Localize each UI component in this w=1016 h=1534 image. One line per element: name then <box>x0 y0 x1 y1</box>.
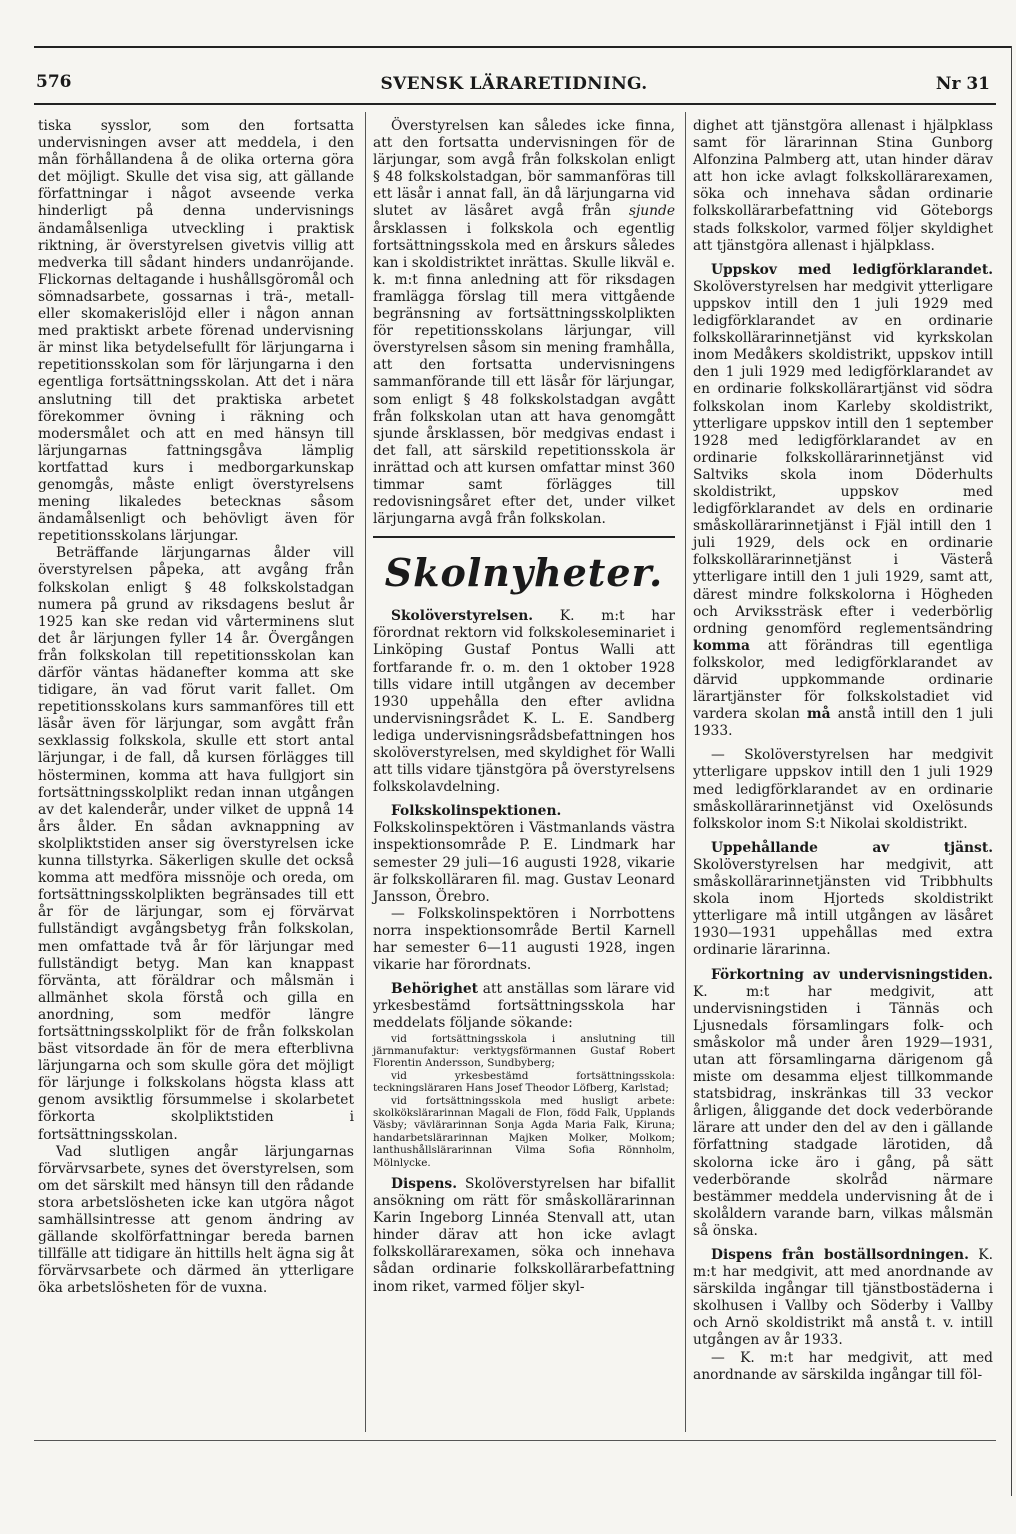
paragraph <box>373 118 675 528</box>
news-headline: Förkortning av undervisningstiden. <box>711 966 993 983</box>
paragraph: tiska sysslor, som den fortsatta undervisningen avser att meddela, i den mån förhållandena å de olika orterna göra det möjligt. Skulle det visa sig, att gällande författningar i något avseende verka hinderligt på denna undervisnings ändamålsenliga utveckling i praktisk riktning, är överstyrelsen givetvis villig att medverka till sådant hinders undanröjande. Flickornas deltagande i hushållsgöromål och sömnadsarbete, gossarnas i trä-, metall- eller skomakerislöjd eller i någon annan med praktiskt arbete förenad undervisning är minst lika betydelsefullt för lärjungarna i repetitionsskolan som för lärjungarna i den egentliga fortsättningsskolan. Att det i nära anslutning till det praktiska arbetet förekommer övning i räkning och modersmålet och att en med hänsyn till lärjungarnas fattningsgåva lämplig kortfattad kurs i medborgarkunskap genomgås, måste enligt överstyrelsens mening likaledes betecknas såsom ändamålsenligt och behövligt även för repetitionsskolans lärjungar. <box>38 118 354 545</box>
news-item <box>693 262 993 741</box>
news-headline: Skolöverstyrelsen. <box>391 608 534 625</box>
news-headline: Folkskolinspektionen. <box>391 803 562 820</box>
news-text: att förändras till egentliga folkskolor, med ledigförklarandet av därvid uppkommande ordinarie lärartjänster för folkskolstadiet vid vardera skolan <box>693 637 993 723</box>
header-rule <box>34 103 996 105</box>
news-item <box>373 1176 675 1296</box>
news-text: Skolöverstyrelsen har bifallit ansökning om rätt för småskollärarinnan Karin Ingeborg Linnéa Stenvall att, utan hinder därav att hon icke avlagt folkskollärarexamen, söka och innehava sådan ordinarie folkskollärarbefattning inom riket, varmed följer skyl- <box>373 1175 675 1295</box>
news-item <box>693 840 993 960</box>
news-item <box>373 803 675 906</box>
news-item: — K. m:t har medgivit, att med anordnande av särskilda ingångar till föl- <box>693 1349 993 1383</box>
news-headline: Behörighet <box>391 981 479 998</box>
news-item <box>693 1247 993 1350</box>
issue-number: Nr 31 <box>935 74 990 94</box>
news-text: anstå intill den 1 juli 1933. <box>693 706 993 740</box>
emphasis: sjunde <box>628 203 675 220</box>
top-rule <box>34 46 1012 48</box>
paragraph: dighet att tjänstgöra allenast i hjälpklass samt för lärarinnan Stina Gunborg Alfonzina Palmberg att, utan hinder därav att hon icke avlagt folkskollärarexamen, söka och innehava sådan ordinarie folkskollärarbefattning vid Göteborgs stads folkskolor, varmed följer skyldighet att tjänstgöra allenast i hjälpklass. <box>693 118 993 254</box>
paragraph: Beträffande lärjungarnas ålder vill överstyrelsen påpeka, att avgång från folkskolan enligt § 48 folkskolstadgan numera på grund av riksdagens beslut år 1925 kan ske redan vid vårterminens slut det år lärjungen fyller 14 år. Övergången från folkskolan till repetitionsskolan kan därför väntas hädanefter komma att ske tidigare, än vad förut varit fallet. Om repetitionsskolans kurs sammanföres till ett läsår även för lärjungar, som avgått från sexklassig folkskola, skulle ett stort antal lärjungar, i de fall, då kursen förlägges till hösterminen, komma att hava fullgjort sin fortsättningsskolplikt redan innan utgången av det kalenderår, under vilket de uppnå 14 års ålder. En sådan avknappning av skolpliktstiden anser sig överstyrelsen icke kunna tillstyrka. Säkerligen skulle det också komma att medföra missnöje och oreda, om fortsättningsskolplikten begränsades till ett år för de lärjungar, som ej förvärvat fullständigt avgångsbetyg från folkskolan, men omfattade två år för lärjungar med fullständigt betyg. Man kan knappast förvänta, att föräldrar och målsmän i allmänhet skola förstå och gilla en anordning, som medför längre fortsättningsskolplikt för de från folkskolan bäst vitsordade än för de mera efterblivna lärjungarna och som skulle göra det möjligt för lärjunge i folkskolans högsta klass att genom avsiktlig försummelse i skolarbetet förkorta skolpliktstiden i fortsättningsskolan. <box>38 545 354 1143</box>
paragraph: Vad slutligen angår lärjungarnas förvärvsarbete, synes det överstyrelsen, som om det särskilt med hänsyn till den rådande stora arbetslösheten icke kan utgöra något samhällsintresse att genom ändring av gällande skolförfattningar bereda barnen tillfälle att tidigare än hittills helt ägna sig åt förvärvsarbete och därmed än ytterligare öka arbetslösheten för de vuxna. <box>38 1143 354 1297</box>
text-run: årsklassen i folkskola och egentlig fortsättningsskola med en årskurs således kan i skoldistriktet inrättas. Skulle likväl e. k. m:t finna anledning att för riksdagen framlägga förslag till mera vittgående begränsning av fortsättningsskolplikten för repetitionsskolans lärjungar, vill överstyrelsen såsom sin mening framhålla, att den fortsatta undervisningens sammanförande till ett läsår för lärjungar, som enligt § 48 folkskolstadgan avgått från folkskolan utan att hava genomgått sjunde årsklassen, bör medgivas endast i det fall, att särskild repetitionsskola är inrättad och att kursen omfattar minst 360 timmar samt förlägges till redovisningsåret efter det, under vilket lärjungarna avgå från folkskolan. <box>373 220 675 528</box>
emphasis: komma <box>693 637 750 654</box>
news-text: Skolöverstyrelsen har medgivit ytterligare uppskov intill den 1 juli 1929 med ledigförklarandet av en ordinarie folkskollärarinnetjänst vid kyrkskolan inom Medåkers skoldistrikt, uppskov intill den 1 juli 1929 med ledigförklarandet av en ordinarie folkskollärartjänst vid södra folkskolan inom Karleby skoldistrikt, ytterligare uppskov intill den 1 september 1928 med ledigförklarandet av en ordinarie folkskollärarinnetjänst vid Saltviks skola inom Döderhults skoldistrikt, uppskov med ledigförklarandet av dels en ordinarie småskollärarinnetjänst i Fjäl intill den 1 juli 1929, dels ock en ordinarie folkskollärarinnetjänst i Västerå ytterligare intill den 1 juli 1929, samt att, därest mindre folkskolorna i Högheden och Arvikssträsk efter i vederbörlig ordning genomförd reglementsändring <box>693 278 993 637</box>
column-2 <box>373 118 675 1296</box>
news-headline: Uppehållande av tjänst. <box>711 839 993 856</box>
column-1 <box>38 118 354 1297</box>
small-print: vid fortsättningsskola med husligt arbete: skolkökslärarinnan Magali de Flon, född Falk, Upplands Väsby; vävlärarinnan Sonja Agda Maria Falk, Kiruna; handarbetslärarinnan Majken Molker, Molkom; lanthushållslärarinnan Vilma Sofia Rönnholm, Mölnlycke. <box>373 1094 675 1169</box>
section-rule <box>373 536 675 538</box>
column-3 <box>693 118 993 1384</box>
column-divider <box>365 112 366 1432</box>
news-text: att anställas som lärare vid yrkesbestämd fortsättningsskola har meddelats följande sökande: <box>373 981 675 1032</box>
page-header <box>34 72 994 100</box>
news-item: — Skolöverstyrelsen har medgivit ytterligare uppskov intill den 1 juli 1929 med ledigförklarandet av en ordinarie småskollärarinnetjänst vid Oxelösunds folkskolor inom S:t Nikolai skoldistrikt. <box>693 747 993 832</box>
news-text: K. m:t har förordnat rektorn vid folkskoleseminariet i Linköping Gustaf Pontus Walli att fortfarande fr. o. m. den 1 oktober 1928 tills vidare intill utgången av december 1930 uppehålla den efter avlidna undervisningsrådet K. L. E. Sandberg lediga undervisningsrådsbefattningen hos skolöverstyrelsen, med skyldighet för Walli att tills vidare tjänstgöra på överstyrelsens folkskolavdelning. <box>373 608 675 796</box>
news-headline: Uppskov med ledigförklarandet. <box>711 261 993 278</box>
news-item <box>373 608 675 796</box>
emphasis: må <box>807 706 831 723</box>
news-text: K. m:t har medgivit, att undervisningstiden i Tännäs och Ljusnedals församlingars folk- och småskolor må under åren 1929—1931, utan att församlingarna därigenom gå miste om desamma eljest tillkommande statsbidrag, inskränkas till 33 veckor årligen, åliggande det dock vederbörande lärare att under den del av den i gällande författning stadgade lärotiden, då skolorna icke äro i gång, på sätt vederbörande skolråd närmare bestämmer meddela undervisning åt de i skolåldern varande barn, vilkas målsmän så önska. <box>693 983 993 1239</box>
text-run: Överstyrelsen kan således icke finna, att den fortsatta undervisningen för de lärjungar, som avgå från folkskolan enligt § 48 folkskolstadgan, bör sammanföras till ett läsår i annat fall, än då lärjungarna vid slutet av läsåret avgå från <box>373 118 675 220</box>
small-print: vid yrkesbestämd fortsättningsskola: teckningsläraren Hans Josef Theodor Löfberg, Karlstad; <box>373 1069 675 1095</box>
page-edge-line <box>1011 46 1012 1496</box>
publication-title: SVENSK LÄRARETIDNING. <box>380 74 648 94</box>
column-divider <box>685 112 686 1432</box>
page-number: 576 <box>36 72 72 92</box>
news-text: K. m:t har medgivit, att med anordnande av särskilda ingångar till tjänstbostäderna i skolhusen i Vallby och Söderby i Vallby och Arnö skoldistrikt må anstå t. v. intill utgången av år 1933. <box>693 1247 993 1349</box>
news-headline: Dispens. <box>391 1175 458 1192</box>
bottom-rule <box>34 1440 996 1441</box>
news-text: Skolöverstyrelsen har medgivit, att småskollärarinnetjänsten vid Tribbhults skola inom Hjorteds skoldistrikt ytterligare må intill utgången av läsåret 1930—1931 uppehållas med extra ordinarie lärarinna. <box>693 856 993 959</box>
news-item <box>373 981 675 1032</box>
small-print: vid fortsättningsskola i anslutning till järnmanufaktur: verktygsförmannen Gustaf Robert Florentin Andersson, Sundbyberg; <box>373 1032 675 1070</box>
news-item: — Folkskolinspektören i Norrbottens norra inspektionsområde Bertil Karnell har semester 6—11 augusti 1928, ingen vikarie har förordnats. <box>373 905 675 974</box>
news-item <box>693 967 993 1241</box>
news-text: Folkskolinspektören i Västmanlands västra inspektionsområde P. E. Lindmark har semester 29 juli—16 augusti 1928, vikarie är folkskolläraren fil. mag. Gustav Leonard Jansson, Örebro. <box>373 820 675 905</box>
news-headline: Dispens från boställsordningen. <box>711 1247 969 1263</box>
section-masthead: Skolnyheter. <box>384 550 664 596</box>
